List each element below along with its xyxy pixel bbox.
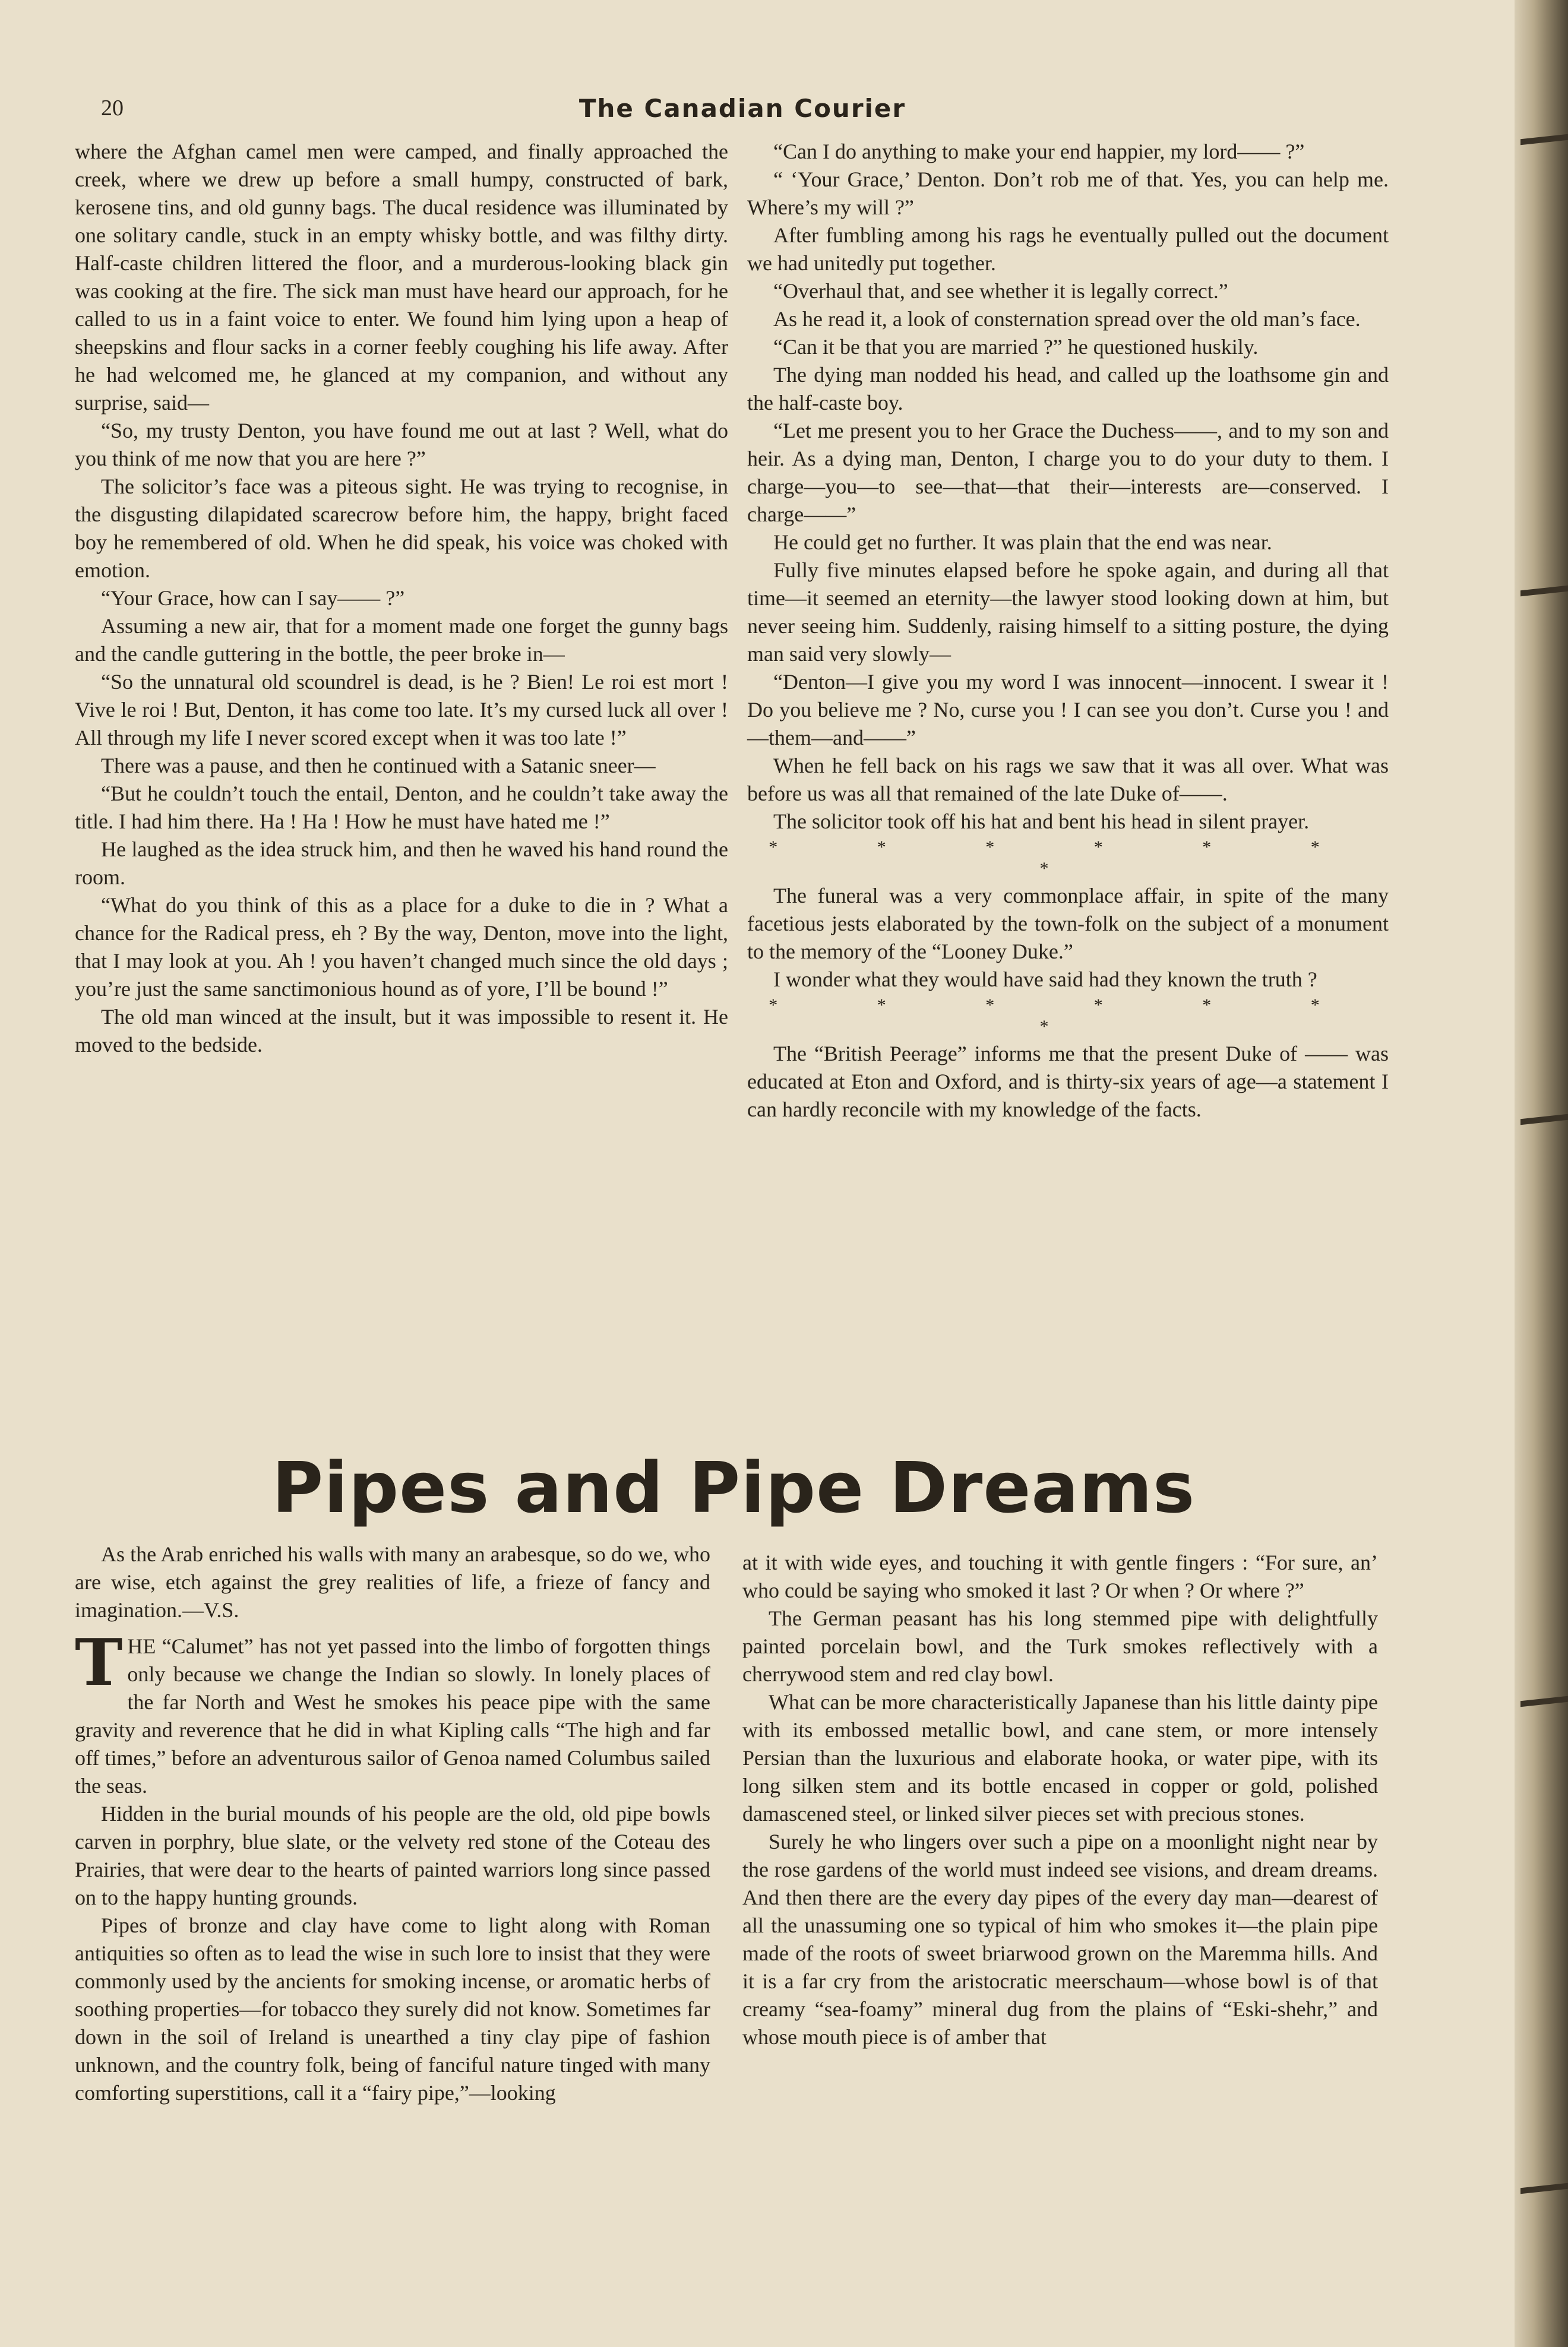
page-number: 20 <box>101 96 124 121</box>
paragraph: When he fell back on his rags we saw that it was all over. What was before us was all that remained of the late Duke of——. <box>747 754 1389 805</box>
article-column-left <box>75 1541 710 2107</box>
story-column-right <box>747 138 1389 1124</box>
edge-tab-mark <box>1520 134 1568 145</box>
paragraph: “Overhaul that, and see whether it is legally correct.” <box>773 279 1228 303</box>
paragraph: The “British Peerage” informs me that the present Duke of —— was educated at Eton and Oxford, and is thirty-six years of age—a statement I can hardly reconcile with my knowledge of the facts. <box>747 1042 1389 1121</box>
paragraph: What can be more characteristically Japanese than his little dainty pipe with its embossed metallic bowl, and cane stem, or more intensely Persian than the luxurious and elaborate hooka, or water pipe, with its long silken stem and its bottle encased in copper or gold, polished damascened steel, or linked silver pieces set with precious stones. <box>742 1690 1378 1826</box>
running-head: The Canadian Courier <box>578 94 906 123</box>
paragraph: He could get no further. It was plain that the end was near. <box>773 530 1272 554</box>
paragraph: The dying man nodded his head, and called up the loathsome gin and the half-caste boy. <box>747 363 1389 415</box>
paragraph: “What do you think of this as a place for a duke to die in ? What a chance for the Radical press, eh ? By the way, Denton, move into the light, that I may look at you. Ah ! you haven’t changed much since the old days ; you’re just the same sanctimonious hound as of yore, I’ll be bound !” <box>75 893 728 1001</box>
paragraph: After fumbling among his rags he eventually pulled out the document we had unitedly put together. <box>747 223 1389 275</box>
paragraph: The funeral was a very commonplace affair, in spite of the many facetious jests elaborated by the town-folk on the subject of a monument to the memory of the “Looney Duke.” <box>747 884 1389 963</box>
paragraph: The solicitor’s face was a piteous sight. He was trying to recognise, in the disgusting dilapidated scarecrow before him, the happy, bright faced boy he remembered of old. When he did speak, his voice was choked with emotion. <box>75 475 728 582</box>
section-separator: * * * * * * * <box>769 995 1367 1036</box>
lead-paragraph <box>75 1625 710 1800</box>
paragraph: “But he couldn’t touch the entail, Denton, and he couldn’t take away the title. I had him there. Ha ! Ha ! How he must have hated me !” <box>75 782 728 833</box>
paragraph: The old man winced at the insult, but it was impossible to resent it. He moved to the bedside. <box>75 1005 728 1057</box>
paragraph: where the Afghan camel men were camped, and finally approached the creek, where we drew up before a small humpy, constructed of bark, kerosene tins, and old gunny bags. The ducal residence was illuminated by one solitary candle, stuck in an empty whisky bottle, and was filthy dirty. Half-caste children littered the floor, and a murderous-looking black gin was cooking at the fire. The sick man must have heard our approach, for he called to us in a faint voice to enter. We found him lying upon a heap of sheepskins and flour sacks in a corner feebly coughing his life away. After he had welcomed me, he glanced at my companion, and without any surprise, said— <box>75 140 728 415</box>
article-column-right <box>742 1549 1378 2051</box>
paragraph: “Can I do anything to make your end happier, my lord—— ?” <box>773 140 1305 163</box>
paragraph: The solicitor took off his hat and bent his head in silent prayer. <box>773 809 1310 833</box>
paragraph: I wonder what they would have said had they known the truth ? <box>773 967 1317 991</box>
drop-cap: T <box>75 1625 123 1700</box>
paragraph: Hidden in the burial mounds of his people are the old, old pipe bowls carven in porphry, blue slate, or the velvety red stone of the Coteau des Prairies, that were dear to the hearts of painted warriors long since passed on to the happy hunting grounds. <box>75 1802 710 1909</box>
page-binding-edge <box>1515 0 1568 2347</box>
story-column-left <box>75 138 728 1059</box>
paragraph: Assuming a new air, that for a moment made one forget the gunny bags and the candle guttering in the bottle, the peer broke in— <box>75 614 728 666</box>
paragraph: Fully five minutes elapsed before he spoke again, and during all that time—it seemed an eternity—the lawyer stood looking down at him, but never seeing him. Suddenly, raising himself to a sitting posture, the dying man said very slowly— <box>747 558 1389 666</box>
section-separator: * * * * * * * <box>769 837 1367 878</box>
paragraph: Surely he who lingers over such a pipe on a moonlight night near by the rose gardens of the world must indeed see visions, and dream dreams. And then there are the every day pipes of the every day man—dearest of all the unassuming one so typical of him who smokes it—the plain pipe made of the roots of sweet briarwood grown on the Maremma hills. And it is a far cry from the aristocratic meerschaum—whose bowl is of that creamy “sea-foamy” mineral dug from the plains of “Eski-shehr,” and whose mouth piece is of amber that <box>742 1830 1378 2049</box>
edge-tab-mark <box>1520 1696 1568 1707</box>
paragraph: “So the unnatural old scoundrel is dead, is he ? Bien! Le roi est mort ! Vive le roi ! But, Denton, it has come too late. It’s my cursed luck all over ! All through my life I never scored except when it was too late !” <box>75 670 728 749</box>
paragraph: “ ‘Your Grace,’ Denton. Don’t rob me of that. Yes, you can help me. Where’s my will ?” <box>747 167 1389 219</box>
lead-text: HE “Calumet” has not yet passed into the limbo of forgotten things only because we change the Indian so slowly. In lonely places of the far North and West he smokes his peace pipe with the same gravity and reverence that he did in what Kipling calls “The high and far off times,” before an adventurous sailor of Genoa named Columbus sailed the seas. <box>75 1634 710 1798</box>
paragraph: “Your Grace, how can I say—— ?” <box>101 586 405 610</box>
paragraph: Pipes of bronze and clay have come to light along with Roman antiquities so often as to lead the wise in such lore to insist that they were commonly used by the ancients for smoking incense, or aromatic herbs of soothing properties—for tobacco they surely did not know. Sometimes far down in the soil of Ireland is unearthed a tiny clay pipe of fashion unknown, and the country folk, being of fanciful nature tinged with many comforting superstitions, call it a “fairy pipe,”—looking <box>75 1913 710 2105</box>
page-header <box>101 90 1384 126</box>
edge-tab-mark <box>1520 586 1568 596</box>
paragraph: As he read it, a look of consternation spread over the old man’s face. <box>773 307 1361 331</box>
epigraph: As the Arab enriched his walls with many an arabesque, so do we, who are wise, etch against the grey realities of life, a frieze of fancy and imagination.—V.S. <box>75 1542 710 1622</box>
edge-tab-mark <box>1520 1114 1568 1125</box>
paragraph: “Let me present you to her Grace the Duchess——, and to my son and heir. As a dying man, Denton, I charge you to do your duty to them. I charge—you—to see—that—that their—interests are—conserved. I charge——” <box>747 419 1389 526</box>
article-title: Pipes and Pipe Dreams <box>271 1447 1196 1529</box>
paragraph: The German peasant has his long stemmed pipe with delightfully painted porcelain bowl, and the Turk smokes reflectively with a cherrywood stem and red clay bowl. <box>742 1606 1378 1686</box>
paragraph: “Denton—I give you my word I was innocent—innocent. I swear it ! Do you believe me ? No, curse you ! I can see you don’t. Curse you ! and—them—and——” <box>747 670 1389 749</box>
edge-tab-mark <box>1520 2183 1568 2194</box>
paragraph: “So, my trusty Denton, you have found me out at last ? Well, what do you think of me now that you are here ?” <box>75 419 728 470</box>
paragraph: He laughed as the idea struck him, and then he waved his hand round the room. <box>75 837 728 889</box>
paragraph: at it with wide eyes, and touching it with gentle fingers : “For sure, an’ who could be saying who smoked it last ? Or when ? Or where ?” <box>742 1551 1378 1602</box>
paragraph: There was a pause, and then he continued with a Satanic sneer— <box>101 754 656 777</box>
paragraph: “Can it be that you are married ?” he questioned huskily. <box>773 335 1259 359</box>
